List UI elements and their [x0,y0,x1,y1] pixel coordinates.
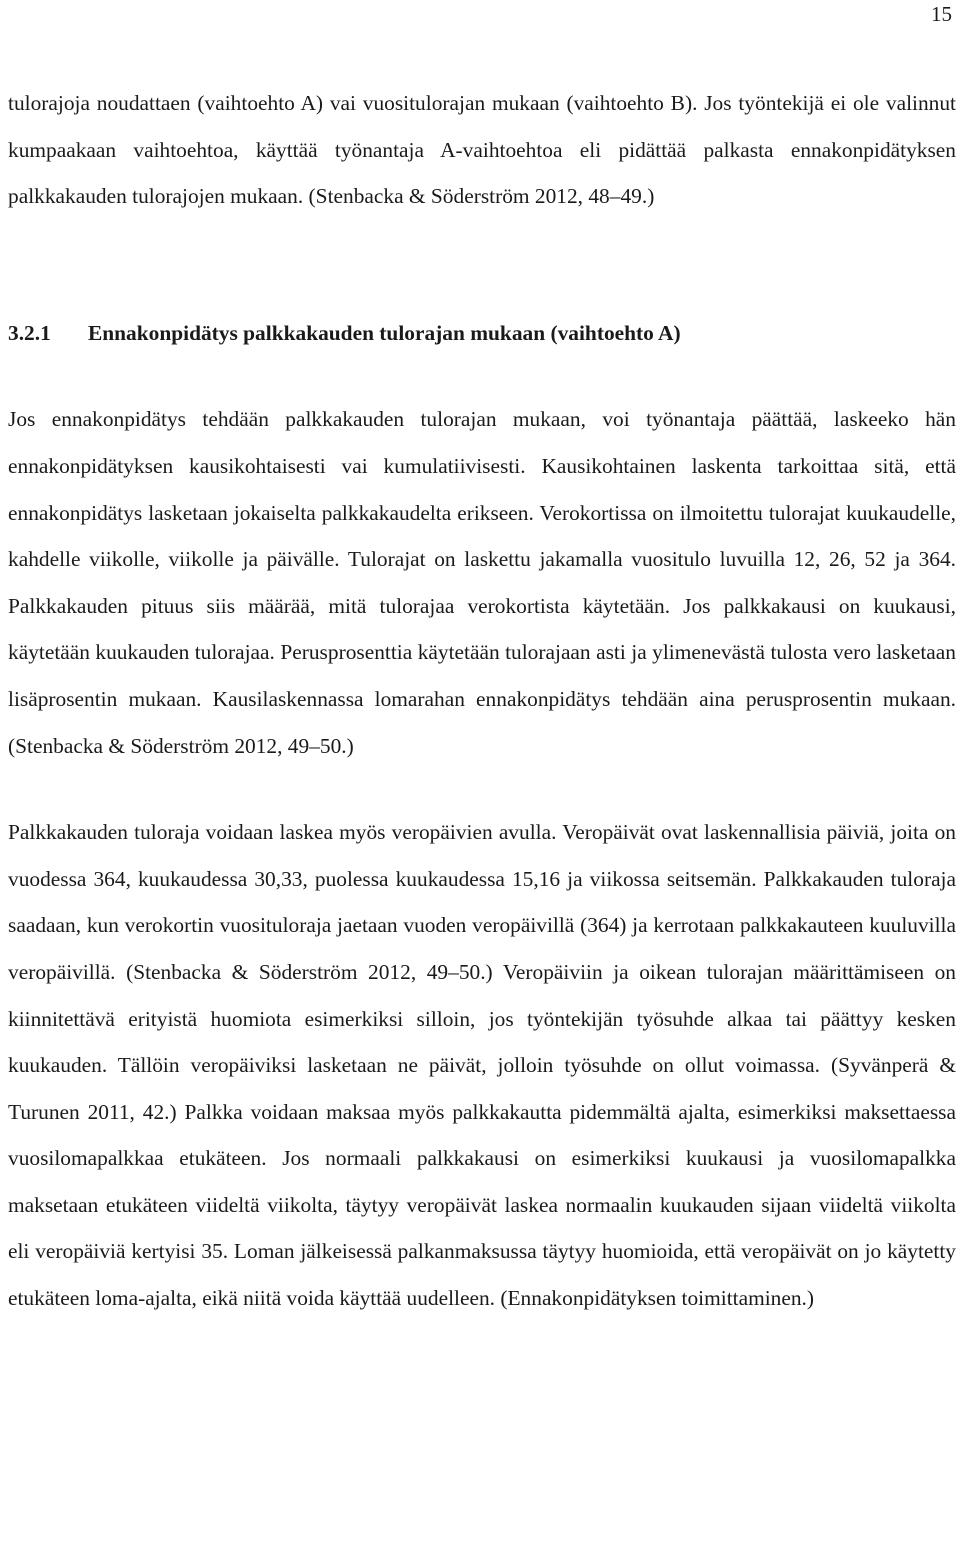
section-title: Ennakonpidätys palkkakauden tulorajan mukaan (vaihtoehto A) [88,320,681,345]
section-heading [8,310,956,357]
paragraph-veropaivat: Palkkakauden tuloraja voidaan laskea myös veropäivien avulla. Veropäivät ovat laskennallisia päiviä, joita on vuodessa 364, kuukaudessa 30,33, puolessa kuukaudessa 15,16 ja viikossa seitsemän. Palkkakauden tuloraja saadaan, kun verokortin vuosituloraja jaetaan vuoden veropäivillä (364) ja kerrotaan palkkakauteen kuuluvilla veropäivillä. (Stenbacka & Söderström 2012, 49–50.) Veropäiviin ja oikean tulorajan määrittämiseen on kiinnitettävä erityistä huomiota esimerkiksi silloin, jos työntekijän työsuhde alkaa tai päättyy kesken kuukauden. Tällöin veropäiviksi lasketaan ne päivät, jolloin työsuhde on ollut voimassa. (Syvänperä & Turunen 2011, 42.) Palkka voidaan maksaa myös palkkakautta pidemmältä ajalta, esimerkiksi maksettaessa vuosilomapalkkaa etukäteen. Jos normaali palkkakausi on esimerkiksi kuukausi ja vuosilomapalkka maksetaan etukäteen viideltä viikolta, täytyy veropäivät laskea normaalin kuukauden sijaan viideltä viikolta eli veropäiviä kertyisi 35. Loman jälkeisessä palkanmaksussa täytyy huomioida, että veropäivät on jo käytetty etukäteen loma-ajalta, eikä niitä voida käyttää uudelleen. (Ennakonpidätyksen toimittaminen.) [8,820,956,1311]
page-content [8,80,956,1322]
section-number: 3.2.1 [8,320,51,345]
page-number: 15 [931,2,952,26]
paragraph-intro: tulorajoja noudattaen (vaihtoehto A) vai vuositulorajan mukaan (vaihtoehto B). Jos työntekijä ei ole valinnut kumpaakaan vaihtoehtoa, käyttää työnantaja A-vaihtoehtoa eli pidättää palkasta ennakonpidätyksen palkkakauden tulorajojen mukaan. (Stenbacka & Söderström 2012, 48–49.) [8,91,956,209]
paragraph-section-body: Jos ennakonpidätys tehdään palkkakauden tulorajan mukaan, voi työnantaja päättää, laskeeko hän ennakonpidätyksen kausikohtaisesti vai kumulatiivisesti. Kausikohtainen laskenta tarkoittaa sitä, että ennakonpidätys lasketaan jokaiselta palkkakaudelta erikseen. Verokortissa on ilmoitettu tulorajat kuukaudelle, kahdelle viikolle, viikolle ja päivälle. Tulorajat on laskettu jakamalla vuositulo luvuilla 12, 26, 52 ja 364. Palkkakauden pituus siis määrää, mitä tulorajaa verokortista käytetään. Jos palkkakausi on kuukausi, käytetään kuukauden tulorajaa. Perusprosenttia käytetään tulorajaan asti ja ylimenevästä tulosta vero lasketaan lisäprosentin mukaan. Kausilaskennassa lomarahan ennakonpidätys tehdään aina perusprosentin mukaan. (Stenbacka & Söderström 2012, 49–50.) [8,407,956,758]
